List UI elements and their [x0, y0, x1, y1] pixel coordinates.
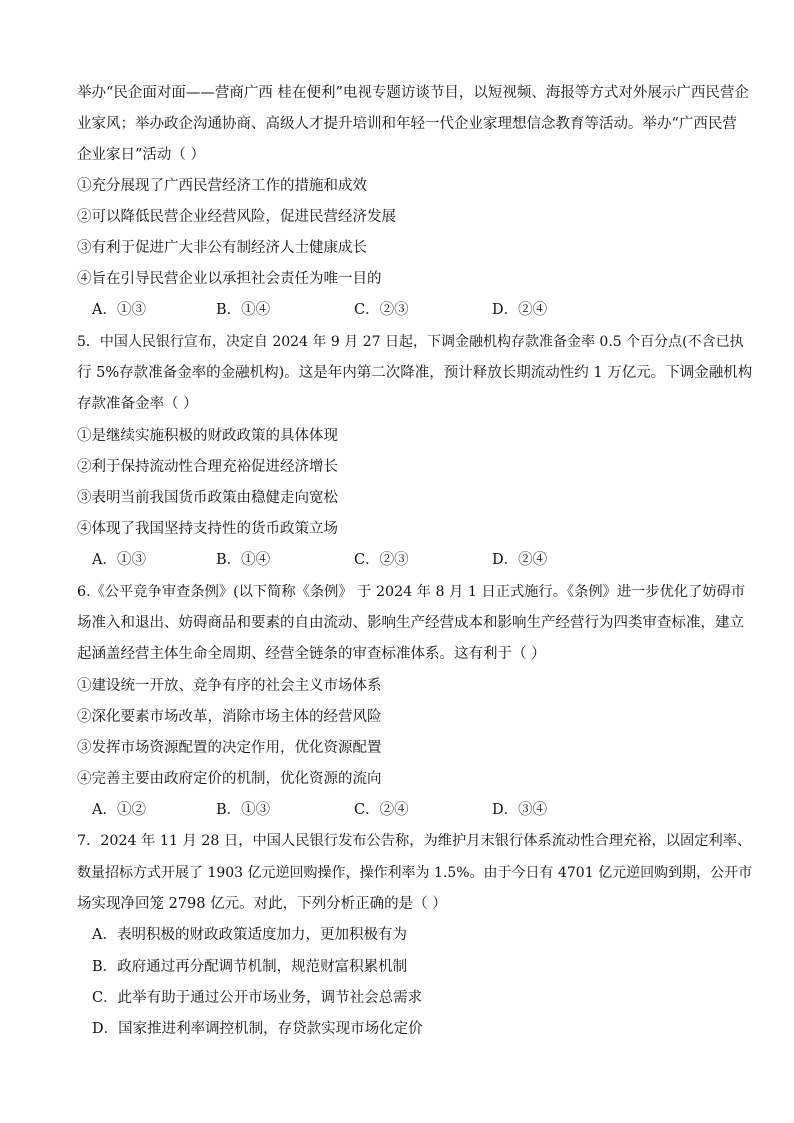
q7-stem-line-2: 数量招标方式开展了 1903 亿元逆回购操作，操作利率为 1.5%。由于今日有 4701 亿元逆回购到期，公开市: [77, 865, 753, 881]
q6-statement-2: ②深化要素市场改革，消除市场主体的经营风险: [77, 709, 382, 725]
q4-option-b: B．①④: [216, 302, 271, 318]
q5-option-a: A．①③: [92, 552, 146, 568]
q4-statement-4: ④旨在引导民营企业以承担社会责任为唯一目的: [77, 271, 382, 287]
q4-statement-1: ①充分展现了广西民营经济工作的措施和成效: [77, 178, 367, 194]
q5-option-b: B．①④: [216, 552, 271, 568]
q5-statement-4: ④体现了我国坚持支持性的货币政策立场: [77, 521, 338, 537]
q4-stem-line-2: 业家风；举办政企沟通协商、高级人才提升培训和年轻一代企业家理想信念教育等活动。举办“广西民营: [77, 116, 737, 132]
q4-stem-line-3: 企业家日”活动（ ）: [77, 147, 206, 163]
q5-stem-line-1: 5．中国人民银行宣布，决定自 2024 年 9 月 27 日起，下调金融机构存款准备金率 0.5 个百分点(不含已执: [77, 334, 744, 350]
q4-option-d: D．②④: [492, 302, 548, 318]
q6-statement-3: ③发挥市场资源配置的决定作用，优化资源配置: [77, 740, 382, 756]
q6-stem-line-2: 场准入和退出、妨碍商品和要素的自由流动、影响生产经营成本和影响生产经营行为四类审查标准，建立: [77, 615, 744, 631]
q4-option-c: C．②③: [354, 302, 409, 318]
q6-option-b: B．①③: [216, 802, 271, 818]
q6-option-d: D．③④: [492, 802, 548, 818]
q5-option-c: C．②③: [354, 552, 409, 568]
q6-statement-1: ①建设统一开放、竞争有序的社会主义市场体系: [77, 678, 382, 694]
q4-statement-2: ②可以降低民营企业经营风险，促进民营经济发展: [77, 209, 396, 225]
q5-statement-1: ①是继续实施积极的财政政策的具体体现: [77, 428, 338, 444]
q5-statement-2: ②利于保持流动性合理充裕促进经济增长: [77, 459, 338, 475]
q6-statement-4: ④完善主要由政府定价的机制，优化资源的流向: [77, 771, 382, 787]
q5-stem-line-3: 存款准备金率（ ）: [77, 396, 198, 412]
q4-statement-3: ③有利于促进广大非公有制经济人士健康成长: [77, 240, 367, 256]
q7-option-c: C．此举有助于通过公开市场业务，调节社会总需求: [92, 990, 423, 1006]
q7-stem-line-1: 7．2024 年 11 月 28 日，中国人民银行发布公告称，为维护月末银行体系流动性合理充裕，以固定利率、: [77, 833, 752, 849]
q4-stem-line-1: 举办“民企面对面——营商广西 桂在便利”电视专题访谈节目，以短视频、海报等方式对外展示广西民营企: [77, 85, 749, 101]
q6-stem-line-3: 起涵盖经营主体生命全周期、经营全链条的审查标准体系。这有利于（ ）: [77, 646, 546, 662]
q7-option-a: A．表明积极的财政政策适度加力，更加积极有为: [92, 927, 407, 943]
q6-option-a: A．①②: [92, 802, 146, 818]
q6-stem-line-1: 6.《公平竞争审查条例》(以下简称《条例》 于 2024 年 8 月 1 日正式施行。《条例》进一步优化了妨碍市: [77, 584, 746, 600]
q4-option-a: A．①③: [92, 302, 146, 318]
q5-option-d: D．②④: [492, 552, 548, 568]
q7-stem-line-3: 场实现净回笼 2798 亿元。对此，下列分析正确的是（ ）: [77, 896, 447, 912]
q5-stem-line-2: 行 5%存款准备金率的金融机构)。这是年内第二次降准，预计释放长期流动性约 1 万亿元。下调金融机构: [77, 365, 753, 381]
q7-option-b: B．政府通过再分配调节机制，规范财富积累机制: [92, 959, 408, 975]
q7-option-d: D．国家推进利率调控机制，存贷款实现市场化定价: [92, 1021, 423, 1037]
q5-statement-3: ③表明当前我国货币政策由稳健走向宽松: [77, 490, 338, 506]
q6-option-c: C．②④: [354, 802, 409, 818]
